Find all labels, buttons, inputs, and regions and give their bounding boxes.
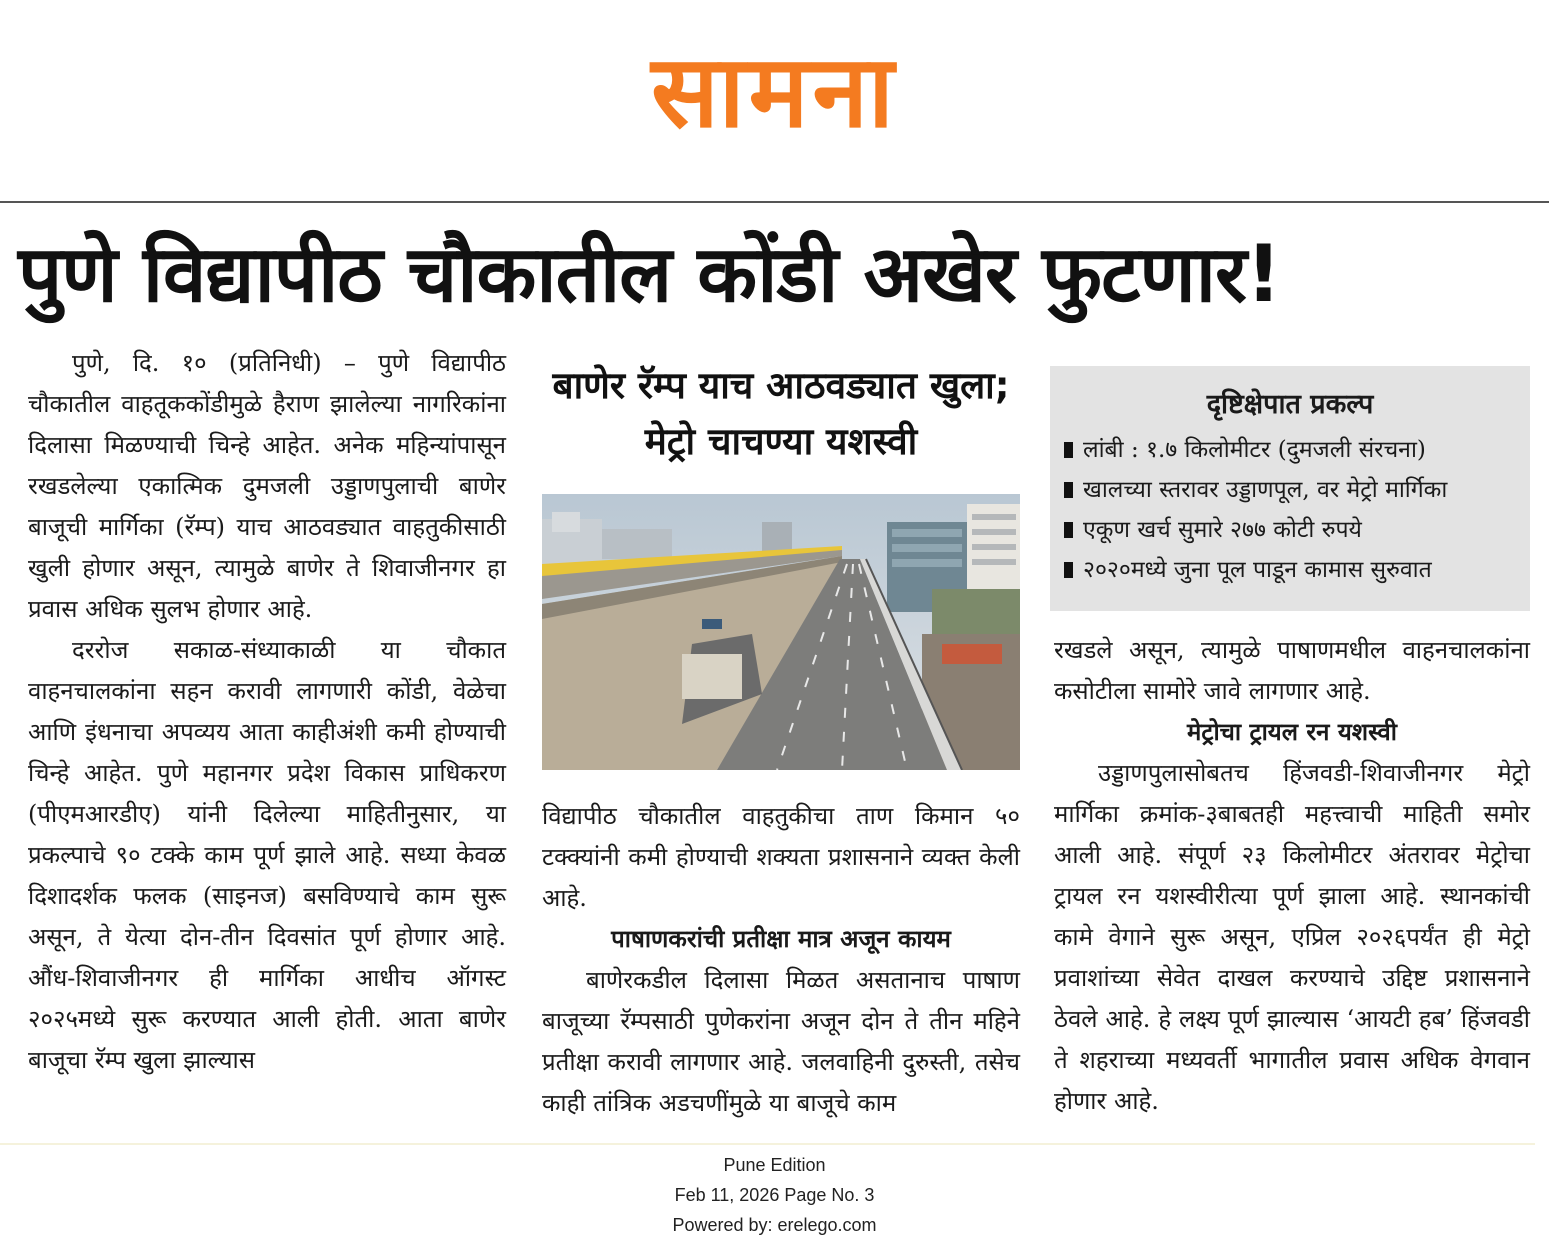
box-list — [1064, 430, 1516, 590]
left-paragraph-2: दररोज सकाळ-संध्याकाळी या चौकात वाहनचालकांना सहन करावी लागणारी कोंडी, वेळेचा आणि इंधनाचा अपव्यय आता काहीअंशी कमी होण्याची चिन्हे आहेत. पुणे महानगर प्रदेश विकास प्राधिकरण (पीएमआरडीए) यांनी दिलेल्या माहितीनुसार, या प्रकल्पाचे ९० टक्के काम पूर्ण झाले आहे. सध्या केवळ दिशादर्शक फलक (साइनज) बसविण्याचे काम सुरू असून, ते येत्या दोन-तीन दिवसांत पूर्ण होणार आहे. औंध-शिवाजीनगर ही मार्गिका आधीच ऑगस्ट २०२५मध्ये सुरू करण्यात आली होती. आता बाणेर बाजूचा रॅम्प खुला झाल्यास — [28, 636, 506, 1074]
footer-divider — [0, 1143, 1535, 1145]
date-page-label: Feb 11, 2026 Page No. 3 — [674, 1185, 875, 1205]
box-item-text: लांबी : १.७ किलोमीटर (दुमजली संरचना) — [1083, 437, 1426, 463]
right-paragraph-2: उड्डाणपुलासोबतच हिंजवडी-शिवाजीनगर मेट्रो मार्गिका क्रमांक-३बाबतही महत्त्वाची माहिती समोर आली आहे. संपूर्ण २३ किलोमीटर अंतरावर मेट्रोचा ट्रायल रन यशस्वीरीत्या पूर्ण झाला आहे. स्थानकांची कामे वेगाने सुरू असून, एप्रिल २०२६पर्यंत ही मेट्रो प्रवाशांच्या सेवेत दाखल करण्याचे उद्दिष्ट प्रशासनाने ठेवले आहे. हे लक्ष्य पूर्ण झाल्यास ‘आयटी हब’ हिंजवडी ते शहराच्या मध्यवर्ती भागातील प्रवास अधिक वेगवान होणार आहे. — [1054, 759, 1530, 1115]
square-bullet-icon — [1064, 482, 1073, 498]
box-list-item — [1064, 430, 1516, 470]
sub-headline: बाणेर रॅम्प याच आठवड्यात खुला; मेट्रो चाचण्या यशस्वी — [552, 364, 1010, 463]
masthead — [0, 0, 1549, 200]
powered-by-label: Powered by: erelego.com — [672, 1215, 877, 1235]
edition-label: Pune Edition — [723, 1155, 826, 1175]
left-paragraph-1: पुणे, दि. १० (प्रतिनिधी) – पुणे विद्यापीठ चौकातील वाहतूककोंडीमुळे हैराण झालेल्या नागरिकांना दिलासा मिळण्याची चिन्हे आहेत. अनेक महिन्यांपासून रखडलेल्या एकात्मिक दुमजली उड्डाणपुलाची बाणेर बाजूची मार्गिका (रॅम्प) याच आठवड्यात वाहतुकीसाठी खुली होणार असून, त्यामुळे बाणेर ते शिवाजीनगर हा प्रवास अधिक सुलभ होणार आहे. — [28, 349, 506, 623]
square-bullet-icon — [1064, 562, 1073, 578]
flyover-photo-illustration — [542, 494, 1020, 770]
main-headline: पुणे विद्यापीठ चौकातील कोंडी अखेर फुटणार! — [18, 230, 1281, 320]
box-list-item — [1064, 510, 1516, 550]
box-list-item — [1064, 550, 1516, 590]
flyover-photo — [542, 494, 1020, 770]
left-column — [28, 343, 506, 1081]
middle-paragraph-1: विद्यापीठ चौकातील वाहतुकीचा ताण किमान ५० टक्क्यांनी कमी होण्याची शक्यता प्रशासनाने व्यक्त केली आहे. — [542, 802, 1020, 912]
box-item-text: २०२०मध्ये जुना पूल पाडून कामास सुरुवात — [1083, 557, 1432, 583]
square-bullet-icon — [1064, 442, 1073, 458]
section-heading-metro: मेट्रोचा ट्रायल रन यशस्वी — [1187, 718, 1397, 746]
square-bullet-icon — [1064, 522, 1073, 538]
box-item-text: खालच्या स्तरावर उड्डाणपूल, वर मेट्रो मार्गिका — [1083, 477, 1448, 503]
masthead-divider — [0, 201, 1549, 203]
page-footer — [0, 1150, 1549, 1240]
right-paragraph-1: रखडले असून, त्यामुळे पाषाणमधील वाहनचालकांना कसोटीला सामोरे जावे लागणार आहे. — [1054, 636, 1530, 705]
right-column — [1054, 630, 1530, 1122]
box-title: दृष्टिक्षेपात प्रकल्प — [1206, 389, 1374, 420]
box-item-text: एकूण खर्च सुमारे २७७ कोटी रुपये — [1083, 517, 1362, 543]
project-glance-box — [1050, 366, 1530, 611]
middle-column — [542, 796, 1020, 1124]
middle-paragraph-2: बाणेरकडील दिलासा मिळत असतानाच पाषाण बाजूच्या रॅम्पसाठी पुणेकरांना अजून दोन ते तीन महिने प्रतीक्षा करावी लागणार आहे. जलवाहिनी दुरुस्ती, तसेच काही तांत्रिक अडचणींमुळे या बाजूचे काम — [542, 966, 1020, 1117]
newspaper-logo: सामना — [651, 33, 898, 150]
box-list-item — [1064, 470, 1516, 510]
section-heading-pashan: पाषाणकरांची प्रतीक्षा मात्र अजून कायम — [611, 925, 951, 953]
